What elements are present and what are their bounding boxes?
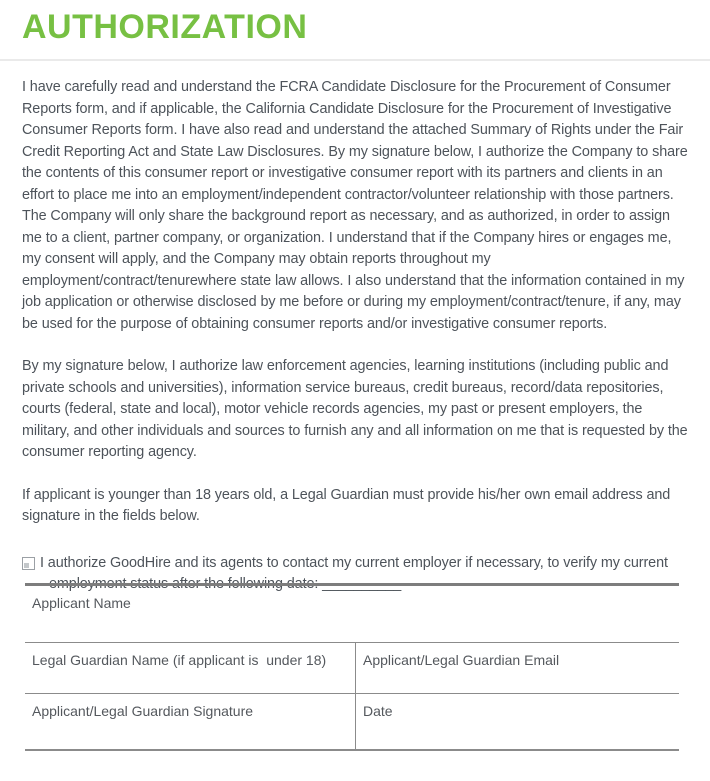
date-label: Date bbox=[363, 703, 393, 719]
consent-label-text: I authorize GoodHire and its agents to contact my current employer if necessary, to verify my current employment status after the following date: bbox=[40, 554, 672, 592]
date-blank-field[interactable]: __________ bbox=[322, 576, 402, 592]
table-row bbox=[25, 694, 679, 749]
signature-table bbox=[25, 583, 679, 751]
guardian-signature-field[interactable] bbox=[25, 694, 355, 749]
date-field[interactable] bbox=[355, 694, 679, 749]
paragraph-guardian-note: If applicant is younger than 18 years old, a Legal Guardian must provide his/her own email address and signature in the fields below. bbox=[22, 486, 671, 524]
paragraph-agencies: By my signature below, I authorize law enforcement agencies, learning institutions (including public and private schools and universities), information service bureaus, credit bureaus, record/data repositories, courts (federal, state and local), motor vehicle records agencies, my past or present employers, the military, and other individuals and sources to furnish any and all information on me that is requested by the consumer reporting agency. bbox=[22, 358, 688, 460]
checkbox-inner-mark bbox=[24, 563, 29, 568]
legal-guardian-name-label: Legal Guardian Name (if applicant is under 18) bbox=[32, 652, 327, 668]
guardian-signature-label: Applicant/Legal Guardian Signature bbox=[32, 703, 254, 719]
heading-divider bbox=[0, 59, 710, 61]
paragraph-disclosure: I have carefully read and understand the FCRA Candidate Disclosure for the Procurement of Consumer Reports form, and if applicable, the California Candidate Disclosure for the Procurement of Investigative Consumer Reports form. I have also read and understand the attached Summary of Rights under the Fair Credit Reporting Act and State Law Disclosures. By my signature below, I authorize the Company to share the contents of this consumer report or investigative consumer report with its partners and clients in an effort to place me into an employment/independent contractor/volunteer relationship with those partners. The Company will only share the background report as necessary, and as authorized, in order to assign me to a client, partner company, or organization. I understand that if the Company hires or engages me, my consent will apply, and the Company may obtain reports throughout my employment/contract/tenurewhere state law allows. I also understand that the information contained in my job application or otherwise disclosed by me before or during my employment/contract/tenure, if any, may be used for the purpose of obtaining consumer reports and/or investigative consumer reports. bbox=[22, 79, 688, 332]
table-row bbox=[25, 643, 679, 694]
applicant-name-field[interactable] bbox=[25, 586, 679, 642]
table-row bbox=[25, 586, 679, 643]
guardian-email-label: Applicant/Legal Guardian Email bbox=[363, 652, 560, 668]
legal-guardian-name-field[interactable] bbox=[25, 643, 355, 693]
page-title: AUTHORIZATION bbox=[22, 8, 308, 46]
guardian-email-field[interactable] bbox=[355, 643, 679, 693]
applicant-name-label: Applicant Name bbox=[32, 595, 131, 611]
consent-checkbox-icon[interactable] bbox=[22, 557, 35, 570]
document-body bbox=[22, 77, 690, 596]
